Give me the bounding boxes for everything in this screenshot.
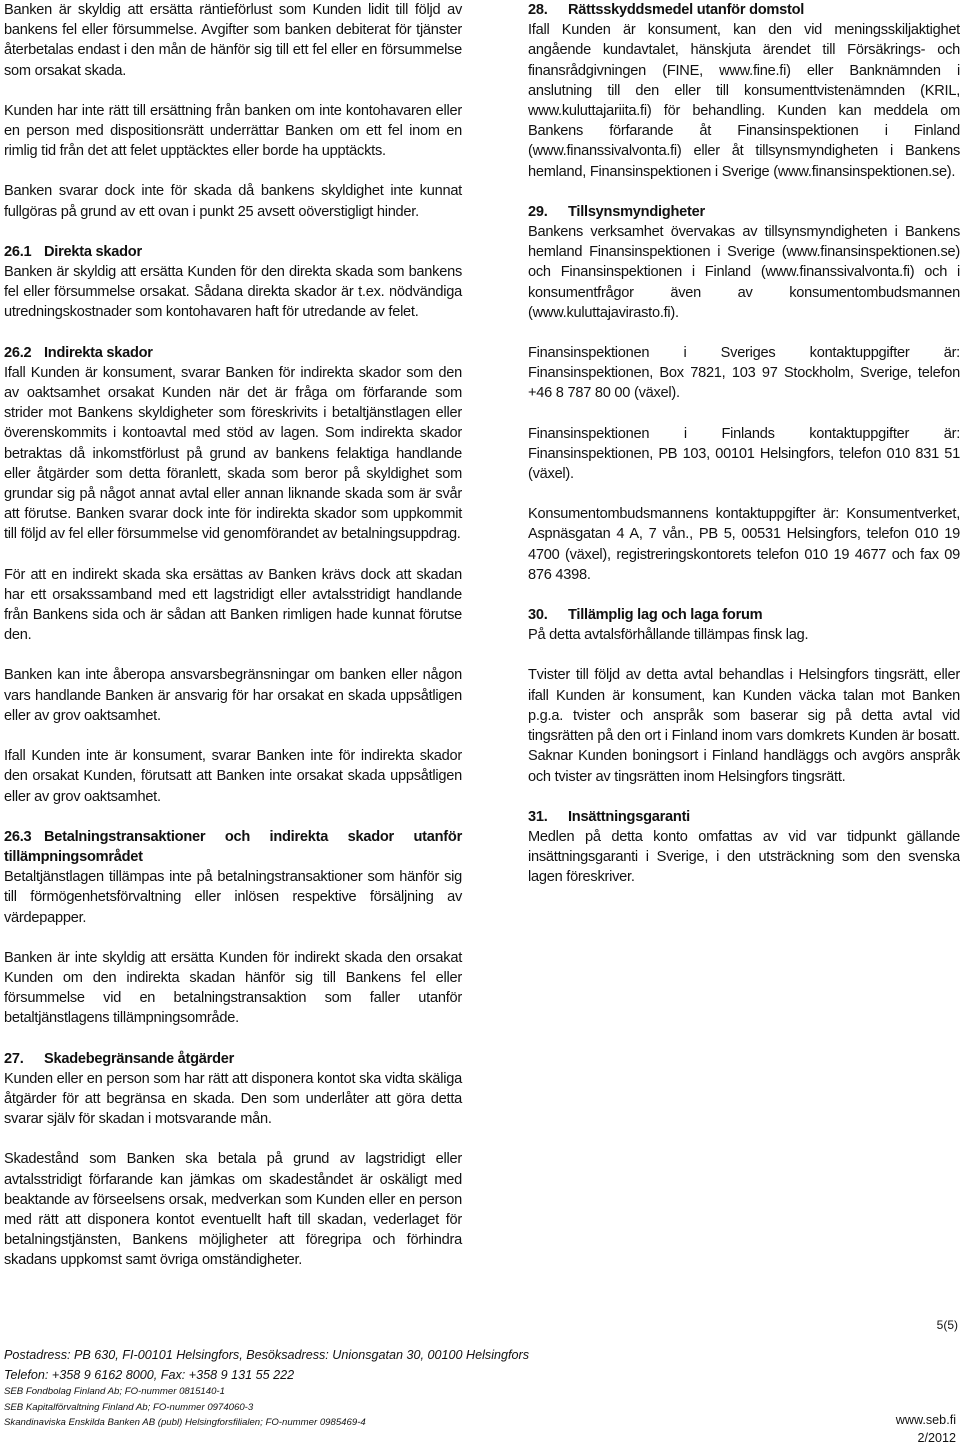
footer-address-line: Postadress: PB 630, FI-00101 Helsingfors, Besöksadress: Unionsgatan 30, 00100 Helsingfors [4,1348,530,1362]
section-block [528,807,960,888]
page-number: 5(5) [936,1318,958,1332]
footer-company-line: SEB Kapitalförvaltning Finland Ab; FO-nummer 0974060-3 [4,1401,254,1413]
paragraph: Banken svarar dock inte för skada då bankens skyldighet inte kunnat fullgöras på grund av ett ovan i punkt 25 avsett oöverstigligt hinder. [4,183,462,220]
section-block [4,343,462,545]
section-number: 26.2 [4,344,32,361]
footer-company-line: Skandinaviska Enskilda Banken AB (publ) Helsingforsfilialen; FO-nummer 0985469-4 [4,1417,366,1428]
paragraph: Banken är skyldig att ersätta räntieförlust som Kunden lidit till följd av bankens fel eller försummelse. Avgifter som banken debiterat för tjänster återbetalas endast i den mån de hänför sig till ett fel eller en försummelse som orsakat skada. [4,2,462,79]
section-heading [528,807,960,827]
section-block [528,202,960,323]
section-number: 31. [528,808,548,825]
section-heading [4,827,462,867]
paragraph: Ifall Kunden inte är konsument, svarar Banken inte för indirekta skador den orsakat Kunden, förutsatt att Banken inte orsakat skada uppsåtligen eller av grov oaktsamhet. [4,748,462,805]
section-body: Bankens verksamhet övervakas av tillsynsmyndigheten i Bankens hemland Finansinspektionen i Sverige (www.finansinspektionen.se) och Finansinspektionen i Finland (www.finanssivalvonta.fi) och i konsumentfrågor även av konsumentombudsmannen (www.kuluttajavirasto.fi). [528,224,960,321]
section-body: Ifall Kunden är konsument, svarar Banken för indirekta skador som den av oaktsamhet orsakat Kunden när det är fråga om förfarande som strider mot Bankens skyldigheter som föreskrivits i betaltjänstlagen eller överenskommits i kontoavtal med stöd av lagen. Som indirekta skador betraktas då inkomstförlust på grund av bankens felaktiga handlande eller åtgärder som detta föranlett, skada som beror på skyldighet som grundar sig på något annat avtal eller annan liknande skada som är svår att förutse. Banken svarar dock inte för indirekta skador som uppkommit till följd av fel eller försummelse vid genomförandet av betalningsuppdrag. [4,364,462,543]
footer-website: www.seb.fi [895,1413,956,1427]
section-body: På detta avtalsförhållande tillämpas finsk lag. [528,627,809,644]
section-number: 27. [4,1050,24,1067]
section-block [4,827,462,928]
section-heading [528,202,960,222]
section-block [528,0,960,182]
section-number: 30. [528,607,548,624]
paragraph: Skadestånd som Banken ska betala på grund av lagstridigt eller avtalsstridigt förfarande kan jämkas om skadeståndet är oskäligt med beaktande av förseelsens orsak, medverkan som Kunden eller en person med rätt att disponera kontot eventuellt haft till skadan, vederlaget för betalningstjänsten, Bankens möjligheter att föregripa och förhindra skadans uppkomst samt övriga omständigheter. [4,1151,462,1269]
paragraph: Finansinspektionen i Sveriges kontaktuppgifter är: Finansinspektionen, Box 7821, 103 97 Stockholm, Sverige, telefon +46 8 787 80 00 (växel). [528,345,960,402]
section-title: Rättsskyddsmedel utanför domstol [568,2,805,18]
section-heading [4,242,462,262]
section-block [4,1049,462,1130]
section-heading [528,605,960,625]
section-body: Medlen på detta konto omfattas av vid var tidpunkt gällande insättningsgaranti i Sverige, i den utsträckning som den svenska lagen föreskriver. [528,828,960,886]
paragraph: Kunden har inte rätt till ersättning från banken om inte kontohavaren eller en person med dispositionsrätt underrättar Banken om ett fel inom en rimlig tid från det att felet upptäcktes eller borde ha upptäckts. [4,102,462,160]
section-title: Indirekta skador [44,344,153,361]
paragraph: Finansinspektionen i Finlands kontaktuppgifter är: Finansinspektionen, PB 103, 00101 Helsingfors, telefon 010 831 51 (växel). [528,425,960,483]
section-body: Kunden eller en person som har rätt att disponera kontot ska vidta skäliga åtgärder för att begränsa en skada. Den som underlåter att göra detta svarar själv för skadan i motsvarande mån. [4,1070,462,1128]
paragraph: Banken kan inte åberopa ansvarsbegränsningar om banken eller någon vars handlande Banken är ansvarig för har orsakat en skada uppsåtligen eller av grov oaktsamhet. [4,667,462,724]
section-number: 28. [528,2,548,18]
section-title: Skadebegränsande åtgärder [44,1050,235,1067]
section-title: Betalningstransaktioner och indirekta skador utanför tillämpningsområdet [4,828,462,865]
section-body: Ifall Kunden är konsument, kan den vid meningsskiljaktighet angående kundavtalet, hänskjuta ärendet till Försäkrings- och finansrådgivningen (FINE, www.fine.fi) eller Banknämnden i anslutning till den eller till konsumenttvistenämnden (KRIL, www.kuluttajariita.fi) för behandling. Kunden kan meddela om Bankens förfarande åt Finansinspektionen i Finland (www.finanssivalvonta.fi) eller åt tillsynsmyndigheten i Bankens hemland, Finansinspektionen i Sverige (www.finansinspektionen.se). [528,22,960,180]
section-body: Betaltjänstlagen tillämpas inte på betalningstransaktioner som hänför sig till förmögenhetsförvaltning eller inlösen respektive försäljning av värdepapper. [4,869,462,926]
section-block [4,242,462,323]
footer-date: 2/2012 [917,1431,956,1445]
section-number: 26.1 [4,243,32,260]
section-heading [528,0,960,20]
section-block [528,605,960,645]
paragraph: För att en indirekt skada ska ersättas av Banken krävs dock att skadan har ett orsakssamband med ett lagstridigt eller avtalsstridigt handlande från Bankens sida och är sådan att Banken rimligen hade kunnat förutse den. [4,566,462,644]
section-number: 26.3 [4,828,32,845]
section-heading [4,343,462,363]
footer-company-line: SEB Fondbolag Finland Ab; FO-nummer 0815140-1 [4,1386,225,1397]
footer-company-info [4,1384,366,1431]
section-title: Tillämplig lag och laga forum [568,607,763,624]
section-title: Insättningsgaranti [568,808,690,825]
section-body: Banken är skyldig att ersätta Kunden för den direkta skada som bankens fel eller försummelse orsakat. Sådana direkta skador är t.ex. nödvändiga utredningskostnader som kontohavaren haft för utredande av felet. [4,264,462,321]
paragraph: Tvister till följd av detta avtal behandlas i Helsingfors tingsrätt, eller ifall Kunden är konsument, kan Kunden väcka talan mot Banken p.g.a. tvister och anspråk som baserar sig på detta avtal vid tingsrätten på den ort i Finland inom vars domkrets Kunden är bosatt. Saknar Kunden boningsort i Finland handläggs och avgörs anspråk och tvister av tingsrätten inom Helsingfors tingsrätt. [528,667,960,785]
section-number: 29. [528,203,548,220]
footer-address [4,1345,529,1385]
paragraph: Konsumentombudsmannens kontaktuppgifter är: Konsumentverket, Aspnäsgatan 4 A, 7 vån., PB 5, 00531 Helsingfors, telefon 010 19 4700 (växel), registreringskontorets telefon 010 19 4677 och fax 09 876 4398. [528,506,960,583]
footer-phone-line: Telefon: +358 9 6162 8000, Fax: +358 9 131 55 222 [4,1368,295,1382]
left-column [4,0,462,1291]
paragraph: Banken är inte skyldig att ersätta Kunden för indirekt skada den orsakat Kunden om den indirekta skadan hänför sig till Bankens fel eller försummelse vid en betalningstransaktion som faller utanför betaltjänstlagens tillämpningsområde. [4,949,462,1027]
right-column [528,0,960,908]
section-title: Direkta skador [44,243,142,260]
section-title: Tillsynsmyndigheter [568,203,705,220]
section-heading [4,1049,462,1069]
